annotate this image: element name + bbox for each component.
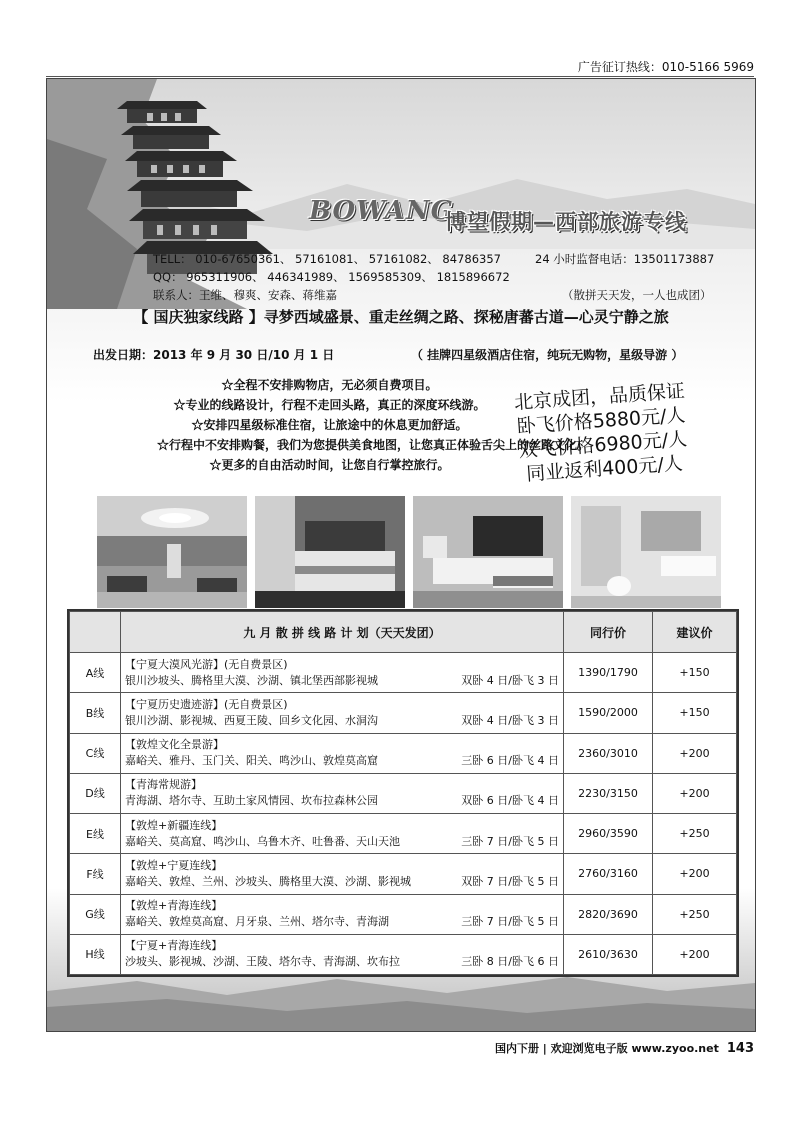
suggested-price: +250 (653, 894, 737, 934)
route-label: B线 (70, 693, 121, 733)
route-description (121, 894, 564, 934)
table-row (70, 653, 737, 693)
ad-frame (46, 78, 756, 1032)
table-row (70, 894, 737, 934)
route-label: H线 (70, 934, 121, 974)
route-stops: 银川沙坡头、腾格里大漠、沙湖、镇北堡西部影视城 (125, 673, 378, 687)
suggested-price: +250 (653, 814, 737, 854)
top-divider (46, 76, 754, 77)
suggested-price: +200 (653, 934, 737, 974)
page-footer (495, 1040, 754, 1056)
table-row (70, 773, 737, 813)
route-duration: 三卧 7 日/卧飞 5 日 (461, 915, 559, 929)
route-title: 【敦煌文化全景游】 (125, 738, 224, 752)
route-title: 【敦煌+宁夏连线】 (125, 858, 223, 872)
peer-price: 2230/3150 (564, 773, 653, 813)
route-duration: 双卧 4 日/卧飞 3 日 (461, 673, 559, 687)
route-duration: 双卧 7 日/卧飞 5 日 (461, 874, 559, 888)
route-label: A线 (70, 653, 121, 693)
peer-price: 2820/3690 (564, 894, 653, 934)
suggested-price: +200 (653, 773, 737, 813)
bathroom-photo (571, 496, 721, 608)
price-line: 双飞价格6980元/人 (517, 428, 688, 462)
table-row (70, 733, 737, 773)
peer-price: 2760/3160 (564, 854, 653, 894)
route-title: 【宁夏+青海连线】 (125, 939, 223, 953)
monitor-hotline: 24 小时监督电话：13501173887 (535, 252, 715, 266)
header-suggested-price: 建议价 (653, 612, 737, 653)
route-duration: 双卧 6 日/卧飞 4 日 (461, 794, 559, 808)
hotel-room-photo (255, 496, 405, 608)
route-label: E线 (70, 814, 121, 854)
feature-list (157, 375, 590, 475)
header-plan: 九 月 散 拼 线 路 计 划（天天发团） (121, 612, 564, 653)
route-duration: 双卧 4 日/卧飞 3 日 (461, 713, 559, 727)
peer-price: 1590/2000 (564, 693, 653, 733)
peer-price: 2360/3010 (564, 733, 653, 773)
price-line: 北京成团，品质保证 (513, 380, 686, 415)
route-title: 【青海常规游】 (125, 778, 202, 792)
footer-text: 国内下册 | 欢迎浏览电子版 www.zyoo.net (494, 1042, 719, 1055)
route-label: C线 (70, 733, 121, 773)
route-duration: 三卧 7 日/卧飞 5 日 (461, 834, 559, 848)
feature-item: ☆全程不安排购物店，无必须自费项目。 (221, 378, 438, 392)
route-stops: 沙坡头、影视城、沙湖、王陵、塔尔寺、青海湖、坎布拉 (125, 955, 400, 969)
peer-price: 1390/1790 (564, 653, 653, 693)
route-stops: 嘉峪关、敦煌莫高窟、月牙泉、兰州、塔尔寺、青海湖 (125, 915, 389, 929)
table-header-row (70, 612, 737, 653)
route-description (121, 773, 564, 813)
hotel-photo-strip (97, 496, 705, 608)
route-stops: 嘉峪关、莫高窟、鸣沙山、乌鲁木齐、吐鲁番、天山天池 (125, 834, 400, 848)
route-stops: 青海湖、塔尔寺、互助土家风情园、坎布拉森林公园 (125, 794, 378, 808)
suggested-price: +150 (653, 693, 737, 733)
bowang-logo: BOWANG (309, 196, 454, 226)
route-stops: 银川沙湖、影视城、西夏王陵、回乡文化园、水洞沟 (125, 713, 378, 727)
contact-persons: 联系人：王维、穆爽、安森、蒋维嘉 (153, 288, 337, 302)
table-row (70, 814, 737, 854)
route-label: F线 (70, 854, 121, 894)
route-title: 【宁夏大漠风光游】(无自费景区) (125, 657, 288, 671)
twin-room-photo (413, 496, 563, 608)
feature-item: ☆安排四星级标准住宿，让旅途中的休息更加舒适。 (191, 418, 468, 432)
header-peer-price: 同行价 (564, 612, 653, 653)
route-description (121, 814, 564, 854)
suggested-price: +200 (653, 854, 737, 894)
price-line: 卧飞价格5880元/人 (516, 404, 687, 438)
feature-item: ☆行程中不安排购餐，我们为您提供美食地图，让您真正体验舌尖上的丝路文化。 (157, 438, 590, 452)
feature-item: ☆专业的线路设计，行程不走回头路，真正的深度环线游。 (173, 398, 486, 412)
route-label: G线 (70, 894, 121, 934)
table-row (70, 693, 737, 733)
departure-note: （散拼天天发，一人也成团） (562, 288, 712, 302)
headline: 【 国庆独家线路 】寻梦西域盛景、重走丝绸之路、探秘唐蕃古道—心灵宁静之旅 (133, 308, 669, 326)
route-description (121, 653, 564, 693)
route-duration: 三卧 8 日/卧飞 6 日 (461, 955, 559, 969)
route-description (121, 693, 564, 733)
route-description (121, 934, 564, 974)
peer-price: 2960/3590 (564, 814, 653, 854)
route-label: D线 (70, 773, 121, 813)
bottom-landscape (47, 971, 755, 1031)
route-duration: 三卧 6 日/卧飞 4 日 (461, 754, 559, 768)
table-row (70, 854, 737, 894)
route-description (121, 733, 564, 773)
route-plan-table (69, 611, 737, 975)
route-title: 【宁夏历史遗迹游】(无自费景区) (125, 697, 288, 711)
page-number: 143 (726, 1041, 754, 1056)
departure-date: 出发日期：2013 年 9 月 30 日/10 月 1 日 (93, 348, 335, 362)
route-description (121, 854, 564, 894)
price-line: 同业返利400元/人 (525, 452, 684, 486)
header-label-cell (70, 612, 121, 653)
feature-item: ☆更多的自由活动时间，让您自行掌控旅行。 (209, 458, 450, 472)
table-row (70, 934, 737, 974)
route-table-frame (67, 609, 739, 977)
price-callout (474, 376, 730, 489)
hotel-note: （ 挂牌四星级酒店住宿，纯玩无购物，星级导游 ） (411, 348, 684, 362)
qq-numbers: QQ： 965311906、 446341989、 1569585309、 1815896672 (153, 270, 510, 284)
hotel-lobby-photo (97, 496, 247, 608)
brand-title: 博望假期—西部旅游专线 (445, 210, 687, 234)
route-title: 【敦煌+新疆连线】 (125, 818, 223, 832)
suggested-price: +200 (653, 733, 737, 773)
phone-numbers: TELL： 010-67650361、 57161081、 57161082、 84786357 (153, 252, 501, 266)
ad-hotline: 广告征订热线：010-5166 5969 (577, 60, 754, 74)
route-stops: 嘉峪关、敦煌、兰州、沙坡头、腾格里大漠、沙湖、影视城 (125, 874, 411, 888)
suggested-price: +150 (653, 653, 737, 693)
route-title: 【敦煌+青海连线】 (125, 899, 223, 913)
route-stops: 嘉峪关、雅丹、玉门关、阳关、鸣沙山、敦煌莫高窟 (125, 754, 378, 768)
peer-price: 2610/3630 (564, 934, 653, 974)
